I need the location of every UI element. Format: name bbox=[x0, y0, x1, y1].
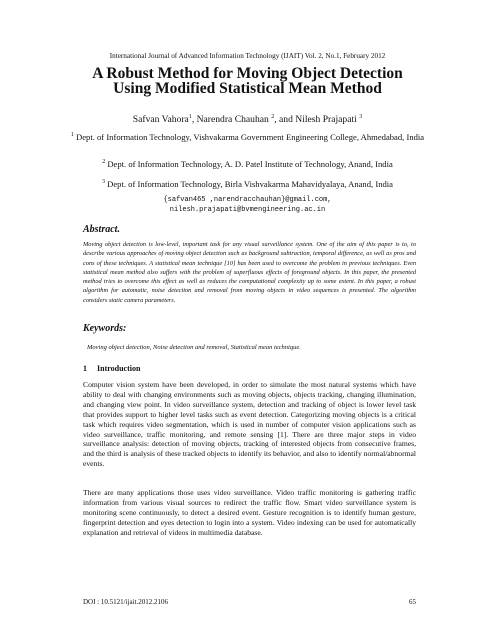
title-line-1: A Robust Method for Moving Object Detection bbox=[92, 65, 403, 82]
paper-title bbox=[40, 66, 455, 96]
affiliation-3 bbox=[60, 177, 435, 190]
doi-text: DOI : 10.5121/ijait.2012.2106 bbox=[83, 598, 168, 606]
email-line-1: {safvan465 ,narendracchauhan}@gmail.com, bbox=[163, 196, 332, 204]
author-emails bbox=[0, 196, 495, 215]
author-list bbox=[0, 114, 495, 125]
affiliation-1-text: Dept. of Information Technology, Vishvakarma Government Engineering College, Ahmedabad, India bbox=[73, 131, 425, 142]
author-1-sup: 1 bbox=[188, 114, 192, 120]
affiliation-2-text: Dept. of Information Technology, A. D. Patel Institute of Technology, Anand, India bbox=[105, 158, 393, 169]
abstract-heading: Abstract. bbox=[83, 224, 120, 235]
affiliation-1-sup: 1 bbox=[70, 132, 74, 138]
journal-header: International Journal of Advanced Information Technology (IJAIT) Vol. 2, No.1, February 2012 bbox=[109, 52, 386, 60]
affiliation-2-sup: 2 bbox=[102, 159, 106, 165]
intro-paragraph-2: There are many applications those uses video surveillance. Video traffic monitoring is gathering traffic information from various visual sources to redirect the traffic flow. Smart video surveillance system is monitoring scene continuously, to detect a desired event. Gesture recognition is to identify human gesture, fingerprint detection and eyes detection to login into a system. Video indexing can be used for automatically explanation and retrieval of videos in multimedia database. bbox=[83, 488, 416, 537]
intro-paragraph-1: Computer vision system have been developed, in order to simulate the most natural systems which have ability to deal with changing environments such as moving objects, objects tracking, changing illumination, and changing view point. In video surveillance system, detection and tracking of object is lower level task that provides support to higher level tasks such as event detection. Categorizing moving objects is a critical task which requires video segmentation, which is used in number of computer vision applications such as video surveillance, traffic monitoring, and remote sensing [1]. There are three major steps in video surveillance analysis: detection of moving objects, tracking of interested objects from consecutive frames, and the third is analysis of these tracked objects to identify its behavior, and also to identify normal/abnormal events. bbox=[83, 380, 416, 469]
keywords-heading: Keywords: bbox=[83, 323, 127, 334]
section-heading-introduction bbox=[83, 364, 140, 373]
email-line-2: nilesh.prajapati@bvmengineering.ac.in bbox=[169, 205, 326, 214]
page-footer bbox=[83, 598, 416, 606]
affiliation-1 bbox=[60, 130, 435, 143]
section-title: Introduction bbox=[97, 364, 141, 373]
affiliation-3-sup: 3 bbox=[102, 179, 106, 185]
abstract-text: Moving object detection is low-level, important task for any visual surveillance system. One of the aim of this paper is to, to describe various approaches of moving object detection such as background subtraction, temporal difference, as well as pros and cons of these techniques. A statistical mean technique [10] has been used to overcome the problem in previous techniques. Even statistical mean method also suffers with the problem of superfluous effects of foreground objects. In this paper, the presented method tries to overcome this effect as well as reduces the computational complexity up to some extent. In this paper, a robust algorithm for automatic, noise detection and removal from moving objects in video sequences is presented. The algorithm considers static camera parameters. bbox=[83, 241, 416, 304]
section-number: 1 bbox=[83, 364, 87, 373]
author-2: , Narendra Chauhan bbox=[191, 114, 272, 126]
affiliation-3-text: Dept. of Information Technology, Birla Vishvakarma Mahavidyalaya, Anand, India bbox=[105, 178, 393, 189]
author-3-sup: 3 bbox=[359, 114, 363, 120]
author-1: Safvan Vahora bbox=[132, 114, 189, 126]
author-2-sup: 2 bbox=[271, 114, 275, 120]
title-line-2: Using Modified Statistical Mean Method bbox=[113, 80, 382, 97]
author-3: , and Nilesh Prajapati bbox=[274, 114, 360, 126]
keywords-text: Moving object detection, Noise detection and removal, Statistical mean technique. bbox=[87, 344, 301, 351]
page-number: 65 bbox=[409, 598, 416, 606]
affiliation-2 bbox=[60, 157, 435, 170]
